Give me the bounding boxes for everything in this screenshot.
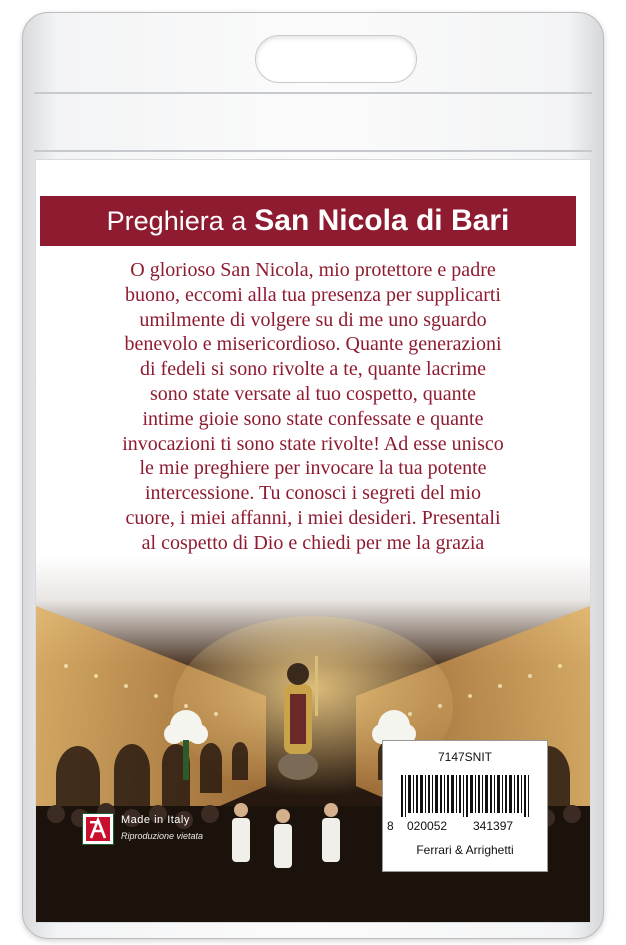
barcode-digits-mid: 020052 xyxy=(407,819,448,833)
prayer-card xyxy=(36,160,590,922)
prayer-line: intime gioie sono state confessate e quante xyxy=(142,407,484,430)
prayer-line: benevolo e misericordioso. Quante generazioni xyxy=(124,333,502,356)
prayer-line: cuore, i miei affanni, i miei desideri. Presentali xyxy=(125,506,501,529)
prayer-line: le mie preghiere per invocare la tua potente xyxy=(139,457,487,480)
prayer-line: al cospetto di Dio e chiedi per me la grazia xyxy=(141,531,485,554)
reproduction-notice: Riproduzione vietata xyxy=(121,831,204,841)
ean13-barcode xyxy=(397,775,533,817)
title-lead: Preghiera a xyxy=(106,205,247,236)
barcode-label xyxy=(382,740,548,872)
hang-tab-hole xyxy=(255,35,417,83)
prayer-line: O glorioso San Nicola, mio protettore e padre xyxy=(130,259,496,281)
made-in-italy-text: Made in Italy xyxy=(121,814,190,826)
prayer-line: sono state versate al tuo cospetto, quante xyxy=(149,382,476,405)
barcode-digits-right: 341397 xyxy=(473,819,514,833)
brand-name: Ferrari & Arrighetti xyxy=(416,843,514,857)
prayer-text xyxy=(52,258,574,580)
sku-code: 7147SNIT xyxy=(437,750,493,764)
prayer-line: intercessione. Tu conosci i segreti del mio xyxy=(144,482,482,505)
prayer-line: di fedeli si sono rivolte a te, quante lacrime xyxy=(140,358,486,381)
prayer-line: buono, eccomi alla tua presenza per supplicarti xyxy=(125,283,501,306)
seal-line-top xyxy=(34,92,592,94)
prayer-line: umilmente di volgere su di me uno sguardo xyxy=(139,308,487,331)
seal-line-bottom xyxy=(34,150,592,152)
title-saint: San Nicola di Bari xyxy=(254,204,510,237)
barcode-digit-left: 8 xyxy=(387,819,394,833)
fa-monogram-logo xyxy=(82,813,114,845)
title-band xyxy=(40,196,576,246)
prayer-line: invocazioni ti sono state rivolte! Ad esse unisco xyxy=(122,432,504,455)
fa-logo-icon xyxy=(83,814,113,844)
